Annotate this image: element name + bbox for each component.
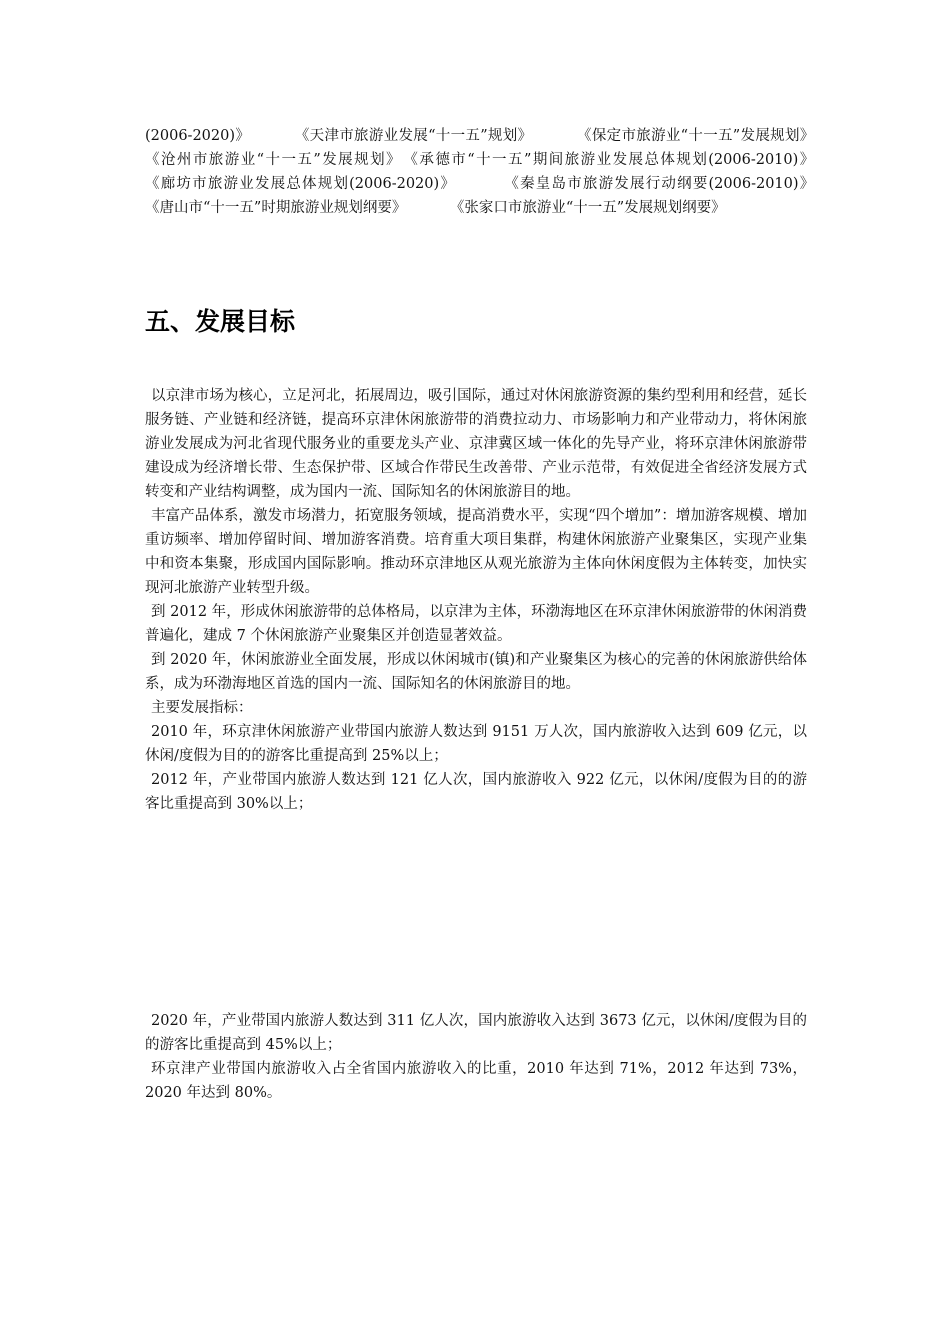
paragraph-2020-goal: 到 2020 年，休闲旅游业全面发展，形成以休闲城市(镇)和产业聚集区为核心的完善的休闲旅游供给体系，成为环渤海地区首选的国内一流、国际知名的休闲旅游目的地。 <box>145 652 807 692</box>
reference-list-text: (2006-2020)》 《天津市旅游业发展“十一五”规划》 《保定市旅游业“十一五”发展规划》 《沧州市旅游业“十一五”发展规划》 《承德市“十一五”期间旅游业发展总体规划(2006-2010)》 《廊坊市旅游业发展总体规划(2006-2020)》 《秦皇岛市旅游发展行动纲要(2006-2010)》 《唐山市“十一五”时期旅游业规划纲要》 《张家口市旅游业“十一五”发展规划纲要》 <box>145 128 865 216</box>
paragraph-2012-goal: 到 2012 年，形成休闲旅游带的总体格局，以京津为主体，环渤海地区在环京津休闲旅游带的休闲消费普遍化，建成 7 个休闲旅游产业聚集区并创造显著效益。 <box>145 604 807 644</box>
section-body <box>145 384 807 816</box>
section-body-continued <box>145 1009 807 1105</box>
paragraph-overview: 以京津市场为核心，立足河北，拓展周边，吸引国际，通过对休闲旅游资源的集约型利用和经营，延长服务链、产业链和经济链，提高环京津休闲旅游带的消费拉动力、市场影响力和产业带动力，将休闲旅游业发展成为河北省现代服务业的重要龙头产业、京津冀区域一体化的先导产业，将环京津休闲旅游带建设成为经济增长带、生态保护带、区域合作带民生改善带、产业示范带，有效促进全省经济发展方式转变和产业结构调整，成为国内一流、国际知名的休闲旅游目的地。 <box>145 388 807 500</box>
reference-list <box>145 124 865 220</box>
paragraph-indicators-title: 主要发展指标： <box>151 700 253 716</box>
paragraph-indicator-2010: 2010 年，环京津休闲旅游产业带国内旅游人数达到 9151 万人次，国内旅游收入达到 609 亿元，以休闲/度假为目的的游客比重提高到 25%以上； <box>145 724 807 764</box>
paragraph-indicator-share: 环京津产业带国内旅游收入占全省国内旅游收入的比重，2010 年达到 71%，2012 年达到 73%，2020 年达到 80%。 <box>145 1061 807 1101</box>
section-heading: 五、发展目标 <box>145 307 296 336</box>
paragraph-products: 丰富产品体系，激发市场潜力，拓宽服务领域，提高消费水平，实现“四个增加”：增加游客规模、增加重访频率、增加停留时间、增加游客消费。培育重大项目集群，构建休闲旅游产业聚集区，实现产业集中和资本集聚，形成国内国际影响。推动环京津地区从观光旅游为主体向休闲度假为主体转变，加快实现河北旅游产业转型升级。 <box>145 508 807 596</box>
paragraph-indicator-2012: 2012 年，产业带国内旅游人数达到 121 亿人次，国内旅游收入 922 亿元，以休闲/度假为目的的游客比重提高到 30%以上； <box>145 772 807 812</box>
paragraph-indicator-2020: 2020 年，产业带国内旅游人数达到 311 亿人次，国内旅游收入达到 3673 亿元，以休闲/度假为目的的游客比重提高到 45%以上； <box>145 1013 807 1053</box>
